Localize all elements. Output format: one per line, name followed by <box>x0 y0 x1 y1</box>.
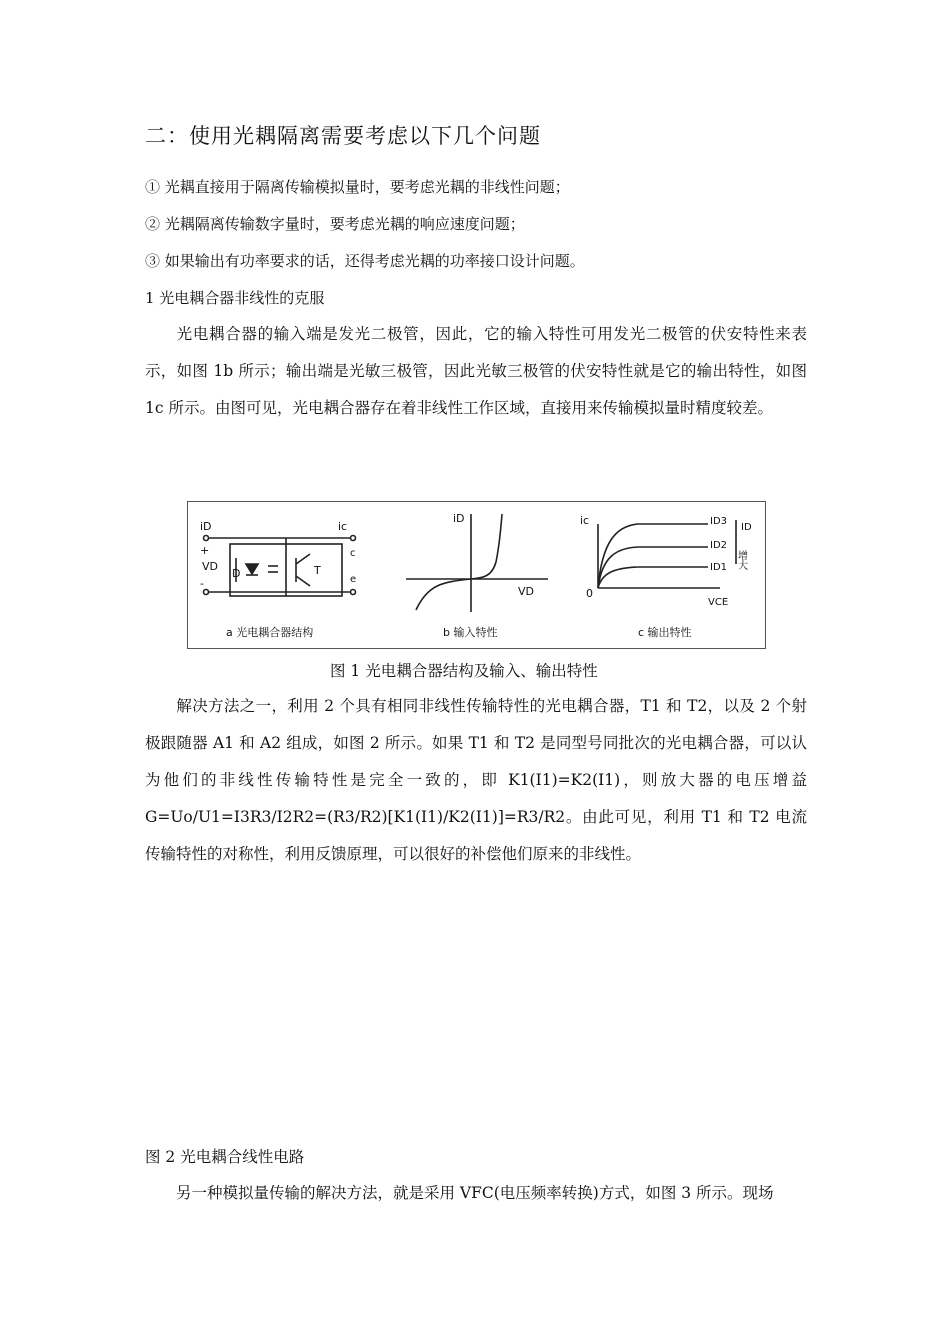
figure-1-drawing <box>188 502 765 648</box>
panel-a-label-vd: VD <box>202 560 218 573</box>
panel-c-output-curves <box>598 520 736 588</box>
panel-c-caption: c 输出特性 <box>638 626 692 639</box>
paragraph-1-text: 光电耦合器的输入端是发光二极管，因此，它的输入特性可用发光二极管的伏安特性来表示，如图 1b 所示；输出端是光敏三极管，因此光敏三极管的伏安特性就是它的输出特性，如图 1c 所示。由图可见，光电耦合器存在着非线性工作区域，直接用来传输模拟量时精度较差。 <box>145 325 807 417</box>
paragraph-2 <box>145 688 807 873</box>
figure-1 <box>187 501 766 649</box>
paragraph-2-text: 解决方法之一，利用 2 个具有相同非线性传输特性的光电耦合器，T1 和 T2，以及 2 个射极跟随器 A1 和 A2 组成，如图 2 所示。如果 T1 和 T2 是同型号同批次的光电耦合器，可以认为他们的非线性传输特性是完全一致的，即 K1(I1)=K2(I1)，则放大器的电压增益 G=Uo/U1=I3R3/I2R2=(R3/R2)[K1(I1)/K2(I1)]=R3/R2。由此可见，利用 T1 和 T2 电流传输特性的对称性，利用反馈原理，可以很好的补偿他们原来的非线性。 <box>145 697 807 863</box>
panel-a-label-c: c <box>350 548 356 559</box>
issue-item-2: ② 光耦隔离传输数字量时，要考虑光耦的响应速度问题； <box>145 215 525 233</box>
paragraph-3 <box>145 1175 807 1212</box>
panel-c-curve-id2: ID2 <box>710 540 728 551</box>
panel-c-legend-top: ID <box>741 522 752 533</box>
panel-a-structure <box>204 536 356 597</box>
panel-b-caption: b 输入特性 <box>443 626 498 639</box>
panel-a-label-ic: ic <box>338 520 348 533</box>
panel-c-y-label: ic <box>580 514 590 527</box>
panel-c-origin: 0 <box>586 587 593 600</box>
panel-a-label-t: T <box>314 564 321 577</box>
panel-a-caption: a 光电耦合器结构 <box>226 626 314 639</box>
panel-c-x-label: VCE <box>708 597 729 608</box>
panel-b-x-label: VD <box>518 585 534 598</box>
panel-c-curve-id3: ID3 <box>710 516 728 527</box>
figure-1-caption: 图 1 光电耦合器结构及输入、输出特性 <box>330 662 598 680</box>
subsection-title: 1 光电耦合器非线性的克服 <box>145 289 325 307</box>
panel-a-label-plus: + <box>200 544 210 557</box>
panel-a-label-id: iD <box>200 520 212 533</box>
figure-2-caption: 图 2 光电耦合线性电路 <box>145 1148 305 1166</box>
section-heading: 二：使用光耦隔离需要考虑以下几个问题 <box>145 124 541 148</box>
panel-c-curve-id1: ID1 <box>710 562 728 573</box>
paragraph-1 <box>145 316 807 427</box>
issue-item-1: ① 光耦直接用于隔离传输模拟量时，要考虑光耦的非线性问题； <box>145 178 570 196</box>
panel-a-label-d: D <box>232 567 241 580</box>
panel-b-y-label: iD <box>453 512 465 525</box>
panel-a-label-e: e <box>350 574 357 585</box>
panel-a-label-minus: - <box>200 577 204 590</box>
paragraph-3-text: 另一种模拟量传输的解决方法，就是采用 VFC(电压频率转换)方式，如图 3 所示。现场 <box>176 1184 774 1202</box>
issue-item-3: ③ 如果输出有功率要求的话，还得考虑光耦的功率接口设计问题。 <box>145 252 585 270</box>
panel-c-legend-bottom: 增大 <box>735 550 747 570</box>
